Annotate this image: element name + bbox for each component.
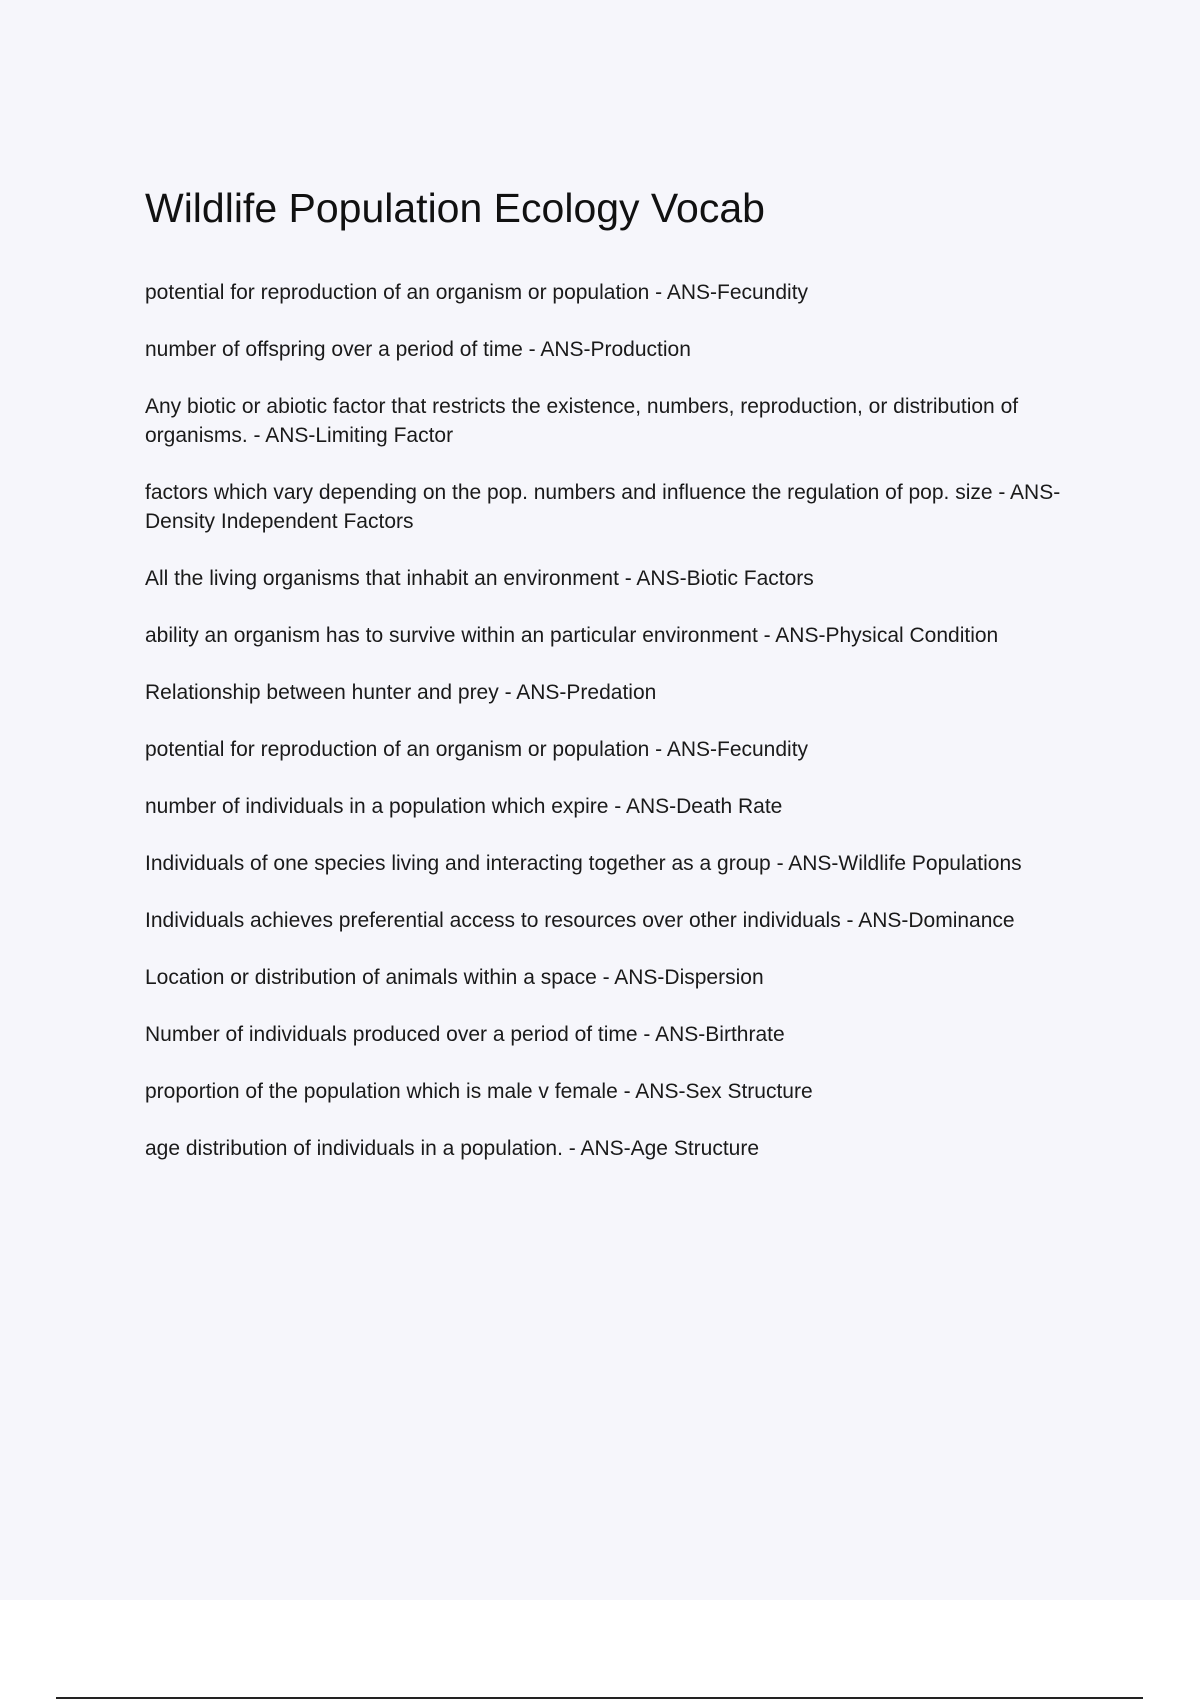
vocab-entry: age distribution of individuals in a population. - ANS-Age Structure xyxy=(145,1137,760,1160)
vocab-entry: Location or distribution of animals within a space - ANS-Dispersion xyxy=(145,966,764,989)
vocab-entry: potential for reproduction of an organism or population - ANS-Fecundity xyxy=(145,738,809,761)
footer-divider xyxy=(56,1697,1143,1699)
vocab-entry: Individuals of one species living and interacting together as a group - ANS-Wildlife Populations xyxy=(145,852,1022,875)
vocab-entry: potential for reproduction of an organism or population - ANS-Fecundity xyxy=(145,281,809,304)
vocab-entry: Individuals achieves preferential access to resources over other individuals - ANS-Dominance xyxy=(145,909,1015,932)
vocab-entry: Number of individuals produced over a period of time - ANS-Birthrate xyxy=(145,1023,785,1046)
vocab-entry: number of offspring over a period of time - ANS-Production xyxy=(145,338,691,361)
vocab-entry: number of individuals in a population which expire - ANS-Death Rate xyxy=(145,795,783,818)
vocab-entry: proportion of the population which is male v female - ANS-Sex Structure xyxy=(145,1080,813,1103)
vocab-list xyxy=(145,278,1075,1191)
vocab-entry: Relationship between hunter and prey - ANS-Predation xyxy=(145,681,657,704)
vocab-entry: All the living organisms that inhabit an environment - ANS-Biotic Factors xyxy=(145,567,814,590)
vocab-entry: ability an organism has to survive within an particular environment - ANS-Physical Condition xyxy=(145,624,999,647)
vocab-entry: factors which vary depending on the pop. numbers and influence the regulation of pop. size - ANS-Density Independent Factors xyxy=(145,481,1061,533)
page-title: Wildlife Population Ecology Vocab xyxy=(145,185,765,231)
vocab-entry: Any biotic or abiotic factor that restricts the existence, numbers, reproduction, or distribution of organisms. - ANS-Limiting Factor xyxy=(145,395,1019,447)
